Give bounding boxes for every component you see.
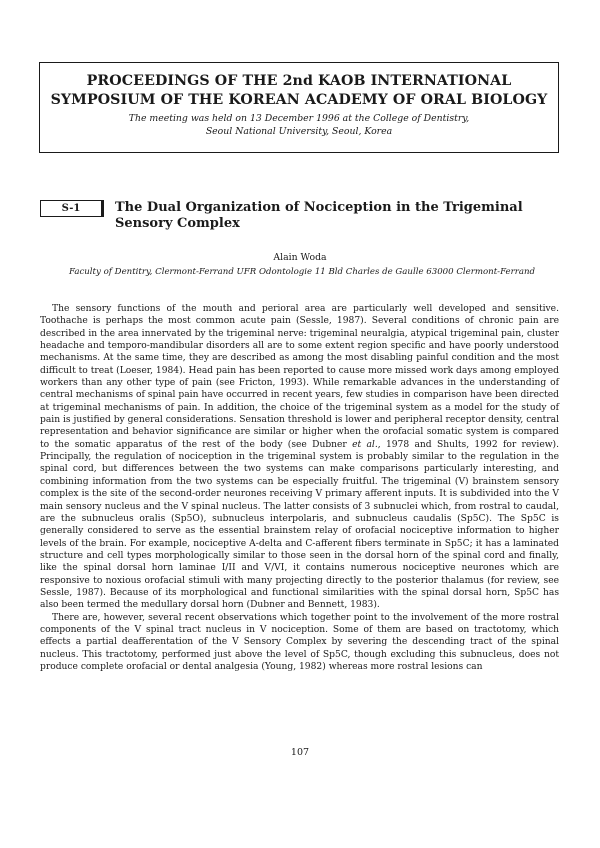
paragraph-1-part-a: The sensory functions of the mouth and perioral area are particularly well developed and sensitive. Toothache is perhaps the most common acute pain (Sessle, 1987). Several conditions of chronic pain are described in the area innervated by the trigeminal nerve: trigeminal neuralgia, atypical trigeminal pain, cluster headache and temporo-mandibular disorders all are to some extent region specific and have poorly understood mechanisms. At the same time, they are described as among the most disabling painful condition and the most difficult to treat (Loeser, 1984). Head pain has been reported to cause more missed work days among employed workers than any other type of pain (see Fricton, 1993). While remarkable advances in the understanding of central mechanisms of spinal pain have occurred in recent years, few studies in comparison have been directed at trigeminal mechanisms of pain. In addition, the choice of the trigeminal system as a model for the study of pain is justified by general considerations. Sensation threshold is lower and peripheral receptor density, central representation and behavior significance are similar or higher when the orofacial somatic system is compared to the somatic apparatus of the rest of the body (see Dubner xyxy=(40,304,559,450)
proceedings-header-box xyxy=(39,62,559,153)
meeting-info-line-1: The meeting was held on 13 December 1996 at the College of Dentistry, xyxy=(128,113,470,124)
proceedings-title-line-2: SYMPOSIUM OF THE KOREAN ACADEMY OF ORAL BIOLOGY xyxy=(50,92,548,108)
meeting-info-line-2: Seoul National University, Seoul, Korea xyxy=(205,125,393,137)
paragraph-2: There are, however, several recent observations which together point to the involvement of the more rostral components of the V spinal tract nucleus in V nociception. Some of them are based on tractotomy, which effects a partial deafferentation of the V Sensory Complex by severing the descending tract of the spinal nucleus. This tractotomy, performed just above the level of Sp5C, though excluding this subnucleus, does not produce complete orofacial or dental analgesia (Young, 1982) whereas more rostral lesions can xyxy=(40,612,559,672)
proceedings-title-line-1: PROCEEDINGS OF THE 2nd KAOB INTERNATIONAL xyxy=(86,73,512,89)
paragraph-1-part-b: ., 1978 and Shults, 1992 for review). Principally, the regulation of nociception in the trigeminal system is probably similar to the regulation in the spinal cord, but differences between the two systems can make comparisons particularly interesting, and combining information from the two systems can be especially fruitful. The trigeminal (V) brainstem sensory complex is the site of the second-order neurones receiving V primary afferent inputs. It is subdivided into the V main sensory nucleus and the V spinal nucleus. The latter consists of 3 subnuclei which, from rostral to caudal, are the subnucleus oralis (Sp5O), subnucleus interpolaris, and subnucleus caudalis (Sp5C). The Sp5C is generally considered to serve as the essential brainstem relay of orofacial nociceptive information to higher levels of the brain. For example, nociceptive A-delta and C-afferent fibers terminate in Sp5C; it has a laminated structure and cell types morphologically similar to those seen in the dorsal horn of the spinal cord and finally, like the spinal dorsal horn laminae I/II and V/VI, it contains numerous nociceptive neurones which are responsive to noxious orofacial stimuli with many projecting directly to the posterior thalamus (for review, see Sessle, 1987). Because of its morphological and functional similarities with the spinal dorsal horn, Sp5C has also been termed the medullary dorsal horn (Dubner and Bennett, 1983). xyxy=(40,439,559,611)
article-body xyxy=(40,303,559,673)
page-number: 107 xyxy=(290,747,310,758)
article-title: The Dual Organization of Nociception in the Trigeminal Sensory Complex xyxy=(115,200,523,231)
author-affiliation: Faculty of Dentitry, Clermont-Ferrand UFR Odontologie 11 Bld Charles de Gaulle 63000 Clermont-Ferrand xyxy=(68,267,536,277)
session-code-box: S-1 xyxy=(40,200,104,217)
et-al-italic: et al xyxy=(352,439,375,450)
proceedings-title xyxy=(40,72,558,110)
author-name: Alain Woda xyxy=(273,252,327,263)
paragraph-1 xyxy=(40,303,559,612)
meeting-info xyxy=(40,113,558,138)
